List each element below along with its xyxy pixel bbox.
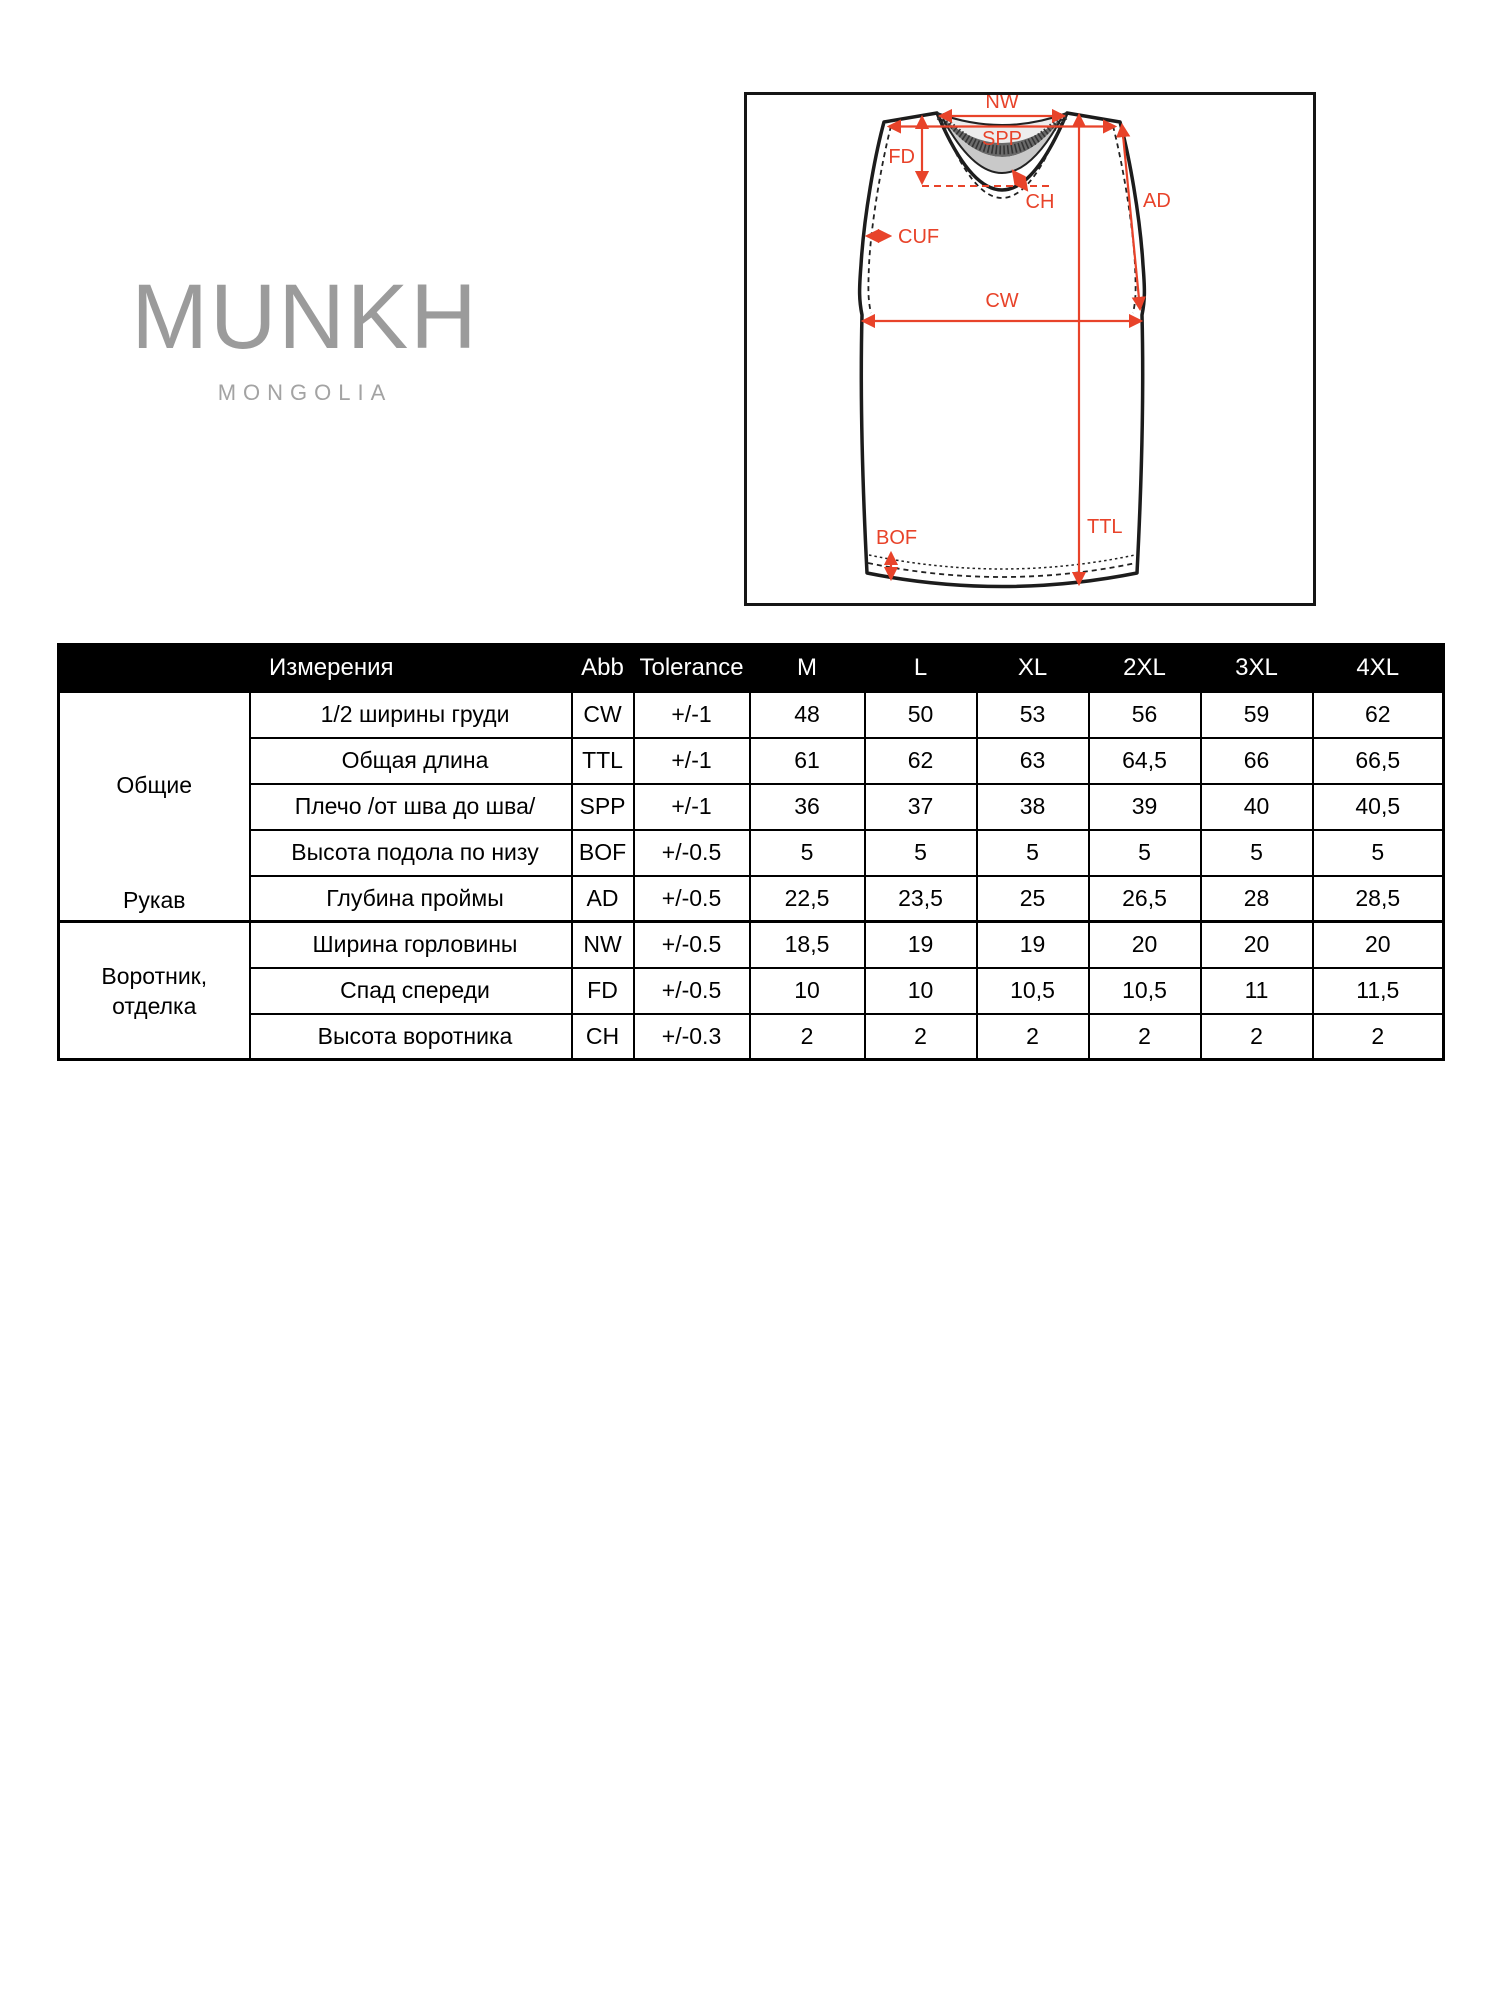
cell-value: 40 [1201,784,1313,830]
header-size-xl: XL [977,645,1089,692]
header-abb: Abb [572,645,634,692]
header-tolerance: Tolerance [634,645,750,692]
cell-value: 5 [1313,830,1444,876]
cell-value: 63 [977,738,1089,784]
cell-measurement-name: Глубина проймы [250,876,572,922]
brand-logo [110,266,500,405]
cell-tolerance: +/-1 [634,692,750,738]
cell-value: 10 [750,968,865,1014]
header-measurements: Измерения [59,645,572,692]
table-row [59,784,1444,830]
table-row [59,738,1444,784]
cell-value: 19 [977,922,1089,968]
cell-value: 28,5 [1313,876,1444,922]
table-row [59,692,1444,738]
cell-measurement-name: Спад спереди [250,968,572,1014]
cell-value: 66 [1201,738,1313,784]
group-label-collar-line1: Воротник, [101,962,208,989]
cell-value: 22,5 [750,876,865,922]
cell-measurement-name: 1/2 ширины груди [250,692,572,738]
tank-top-diagram [747,95,1313,603]
cell-value: 48 [750,692,865,738]
header-size-l: L [865,645,977,692]
cell-value: 5 [865,830,977,876]
cell-value: 64,5 [1089,738,1201,784]
cell-abb: CH [572,1014,634,1060]
cell-value: 10,5 [1089,968,1201,1014]
table-row [59,830,1444,876]
cell-tolerance: +/-0.5 [634,830,750,876]
cell-value: 40,5 [1313,784,1444,830]
group-label-general: Общие [116,772,193,798]
cell-value: 18,5 [750,922,865,968]
cuf-label: CUF [898,226,940,248]
cell-value: 62 [865,738,977,784]
cell-value: 62 [1313,692,1444,738]
cell-value: 2 [977,1014,1089,1060]
cell-value: 39 [1089,784,1201,830]
header-size-2xl: 2XL [1089,645,1201,692]
cell-tolerance: +/-0.5 [634,968,750,1014]
cell-value: 66,5 [1313,738,1444,784]
cell-value: 25 [977,876,1089,922]
cell-value: 5 [750,830,865,876]
garment-diagram-box [744,92,1316,606]
cell-value: 37 [865,784,977,830]
cell-measurement-name: Высота подола по низу [250,830,572,876]
cell-value: 5 [1201,830,1313,876]
cell-value: 53 [977,692,1089,738]
cell-value: 2 [1201,1014,1313,1060]
table-row [59,968,1444,1014]
cell-tolerance: +/-0.5 [634,876,750,922]
cell-value: 26,5 [1089,876,1201,922]
cell-value: 19 [865,922,977,968]
nw-label: NW [985,95,1019,113]
cell-value: 28 [1201,876,1313,922]
cell-value: 2 [1313,1014,1444,1060]
cell-value: 2 [865,1014,977,1060]
bof-label: BOF [876,527,918,549]
ch-label: CH [1025,191,1055,213]
cell-value: 20 [1089,922,1201,968]
cell-tolerance: +/-0.5 [634,922,750,968]
cell-tolerance: +/-0.3 [634,1014,750,1060]
cell-abb: CW [572,692,634,738]
cell-abb: AD [572,876,634,922]
cell-measurement-name: Общая длина [250,738,572,784]
cell-value: 38 [977,784,1089,830]
size-table [57,643,1445,1061]
group-cell-general-sleeve [59,692,250,922]
cell-value: 2 [1089,1014,1201,1060]
cell-measurement-name: Плечо /от шва до шва/ [250,784,572,830]
group-cell-collar [59,922,250,1060]
ad-label: AD [1143,190,1171,212]
fd-label: FD [888,146,915,168]
cell-measurement-name: Ширина горловины [250,922,572,968]
header-size-4xl: 4XL [1313,645,1444,692]
cell-value: 2 [750,1014,865,1060]
brand-name: MUNKH [131,266,479,368]
cell-abb: NW [572,922,634,968]
cw-label: CW [985,290,1019,312]
cell-value: 5 [1089,830,1201,876]
group-label-sleeve: Рукав [123,887,186,913]
cell-value: 36 [750,784,865,830]
cell-value: 61 [750,738,865,784]
spp-label: SPP [981,128,1023,150]
cell-abb: FD [572,968,634,1014]
cell-value: 10 [865,968,977,1014]
cell-value: 11 [1201,968,1313,1014]
cell-value: 59 [1201,692,1313,738]
cell-value: 10,5 [977,968,1089,1014]
cell-abb: TTL [572,738,634,784]
cell-abb: SPP [572,784,634,830]
cell-value: 20 [1201,922,1313,968]
header-size-m: M [750,645,865,692]
cell-measurement-name: Высота воротника [250,1014,572,1060]
cell-value: 5 [977,830,1089,876]
table-header-row [59,645,1444,692]
brand-subtitle: MONGOLIA [217,380,393,405]
cell-value: 56 [1089,692,1201,738]
group-label-collar-line2: отделка [112,992,197,1019]
cell-value: 23,5 [865,876,977,922]
cell-tolerance: +/-1 [634,784,750,830]
cell-value: 11,5 [1313,968,1444,1014]
table-row [59,1014,1444,1060]
cell-tolerance: +/-1 [634,738,750,784]
ttl-label: TTL [1087,516,1123,538]
table-row [59,876,1444,922]
cell-value: 50 [865,692,977,738]
header-size-3xl: 3XL [1201,645,1313,692]
cell-value: 20 [1313,922,1444,968]
table-row [59,922,1444,968]
cell-abb: BOF [572,830,634,876]
